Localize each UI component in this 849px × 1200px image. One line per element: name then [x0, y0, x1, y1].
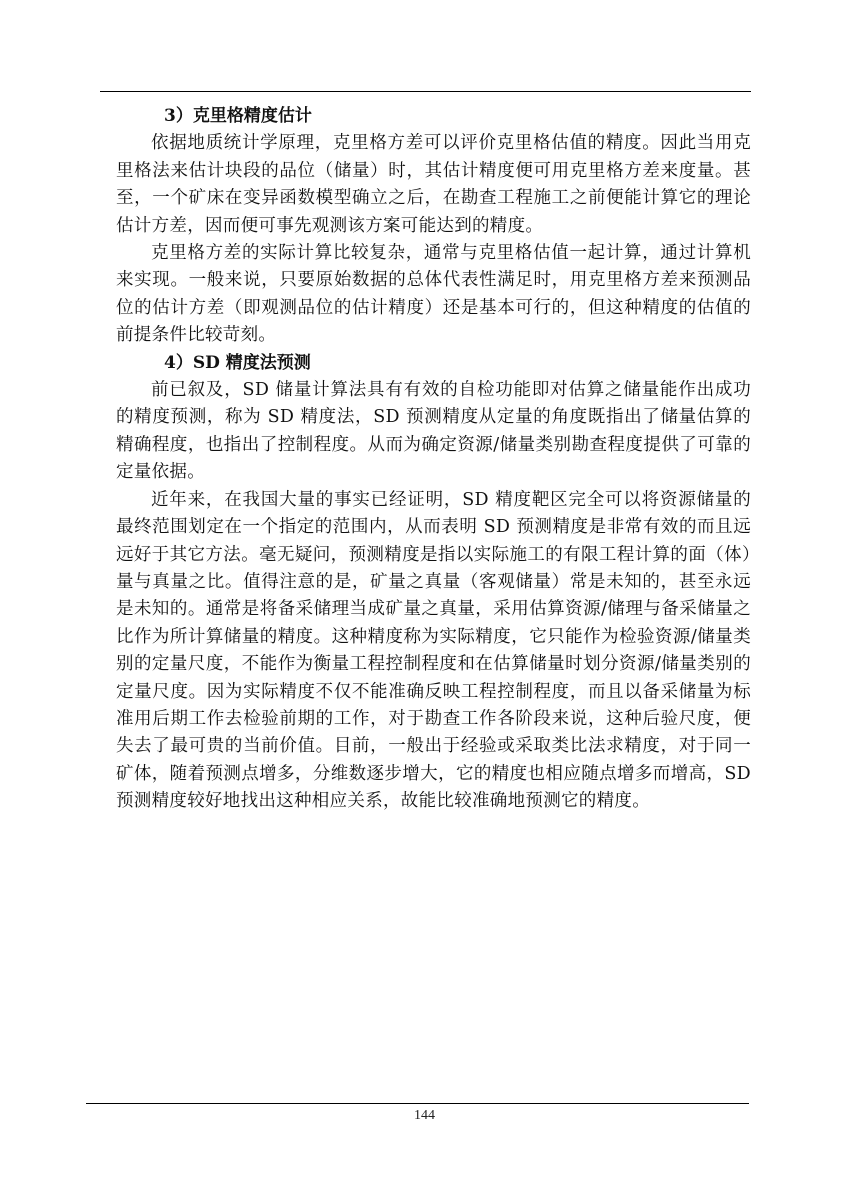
footer-rule: [86, 1103, 749, 1104]
section-heading-kriging-accuracy: 3）克里格精度估计: [164, 106, 312, 126]
paragraph: 依据地质统计学原理，克里格方差可以评价克里格估值的精度。因此当用克里格法来估计块段的品位（储量）时，其估计精度便可用克里格方差来度量。甚至，一个矿床在变异函数模型确立之后，在勘查工程施工之前便能计算它的理论估计方差，因而便可事先观测该方案可能达到的精度。: [116, 133, 751, 236]
paragraph: 近年来，在我国大量的事实已经证明，SD 精度靶区完全可以将资源储量的最终范围划定在一个指定的范围内，从而表明 SD 预测精度是非常有效的而且远远好于其它方法。毫无疑问，预测精度是指以实际施工的有限工程计算的面（体）量与真量之比。值得注意的是，矿量之真量（客观储量）常是未知的，甚至永远是未知的。通常是将备采储理当成矿量之真量，采用估算资源/储理与备采储量之比作为所计算储量的精度。这种精度称为实际精度，它只能作为检验资源/储量类别的定量尺度，不能作为衡量工程控制程度和在估算储量时划分资源/储量类别的定量尺度。因为实际精度不仅不能准确反映工程控制程度，而且以备采储量为标准用后期工作去检验前期的工作，对于勘查工作各阶段来说，这种后验尺度，便失去了最可贵的当前价值。目前，一般出于经验或采取类比法求精度，对于同一矿体，随着预测点增多，分维数逐步增大，它的精度也相应随点增多而增高，SD 预测精度较好地找出这种相应关系，故能比较准确地预测它的精度。: [116, 489, 751, 812]
document-body: [116, 103, 751, 816]
page-number: 144: [414, 1108, 435, 1123]
section-heading-sd-prediction: 4）SD 精度法预测: [164, 352, 311, 373]
header-rule: [100, 91, 751, 92]
paragraph: 克里格方差的实际计算比较复杂，通常与克里格估值一起计算，通过计算机来实现。一般来说，只要原始数据的总体代表性满足时，用克里格方差来预测品位的估计方差（即观测品位的估计精度）还是基本可行的，但这种精度的估值的前提条件比较苛刻。: [116, 243, 751, 346]
paragraph: 前已叙及，SD 储量计算法具有有效的自检功能即对估算之储量能作出成功的精度预测，称为 SD 精度法，SD 预测精度从定量的角度既指出了储量估算的精确程度，也指出了控制程度。从而为确定资源/储量类别勘查程度提供了可靠的定量依据。: [116, 380, 751, 483]
